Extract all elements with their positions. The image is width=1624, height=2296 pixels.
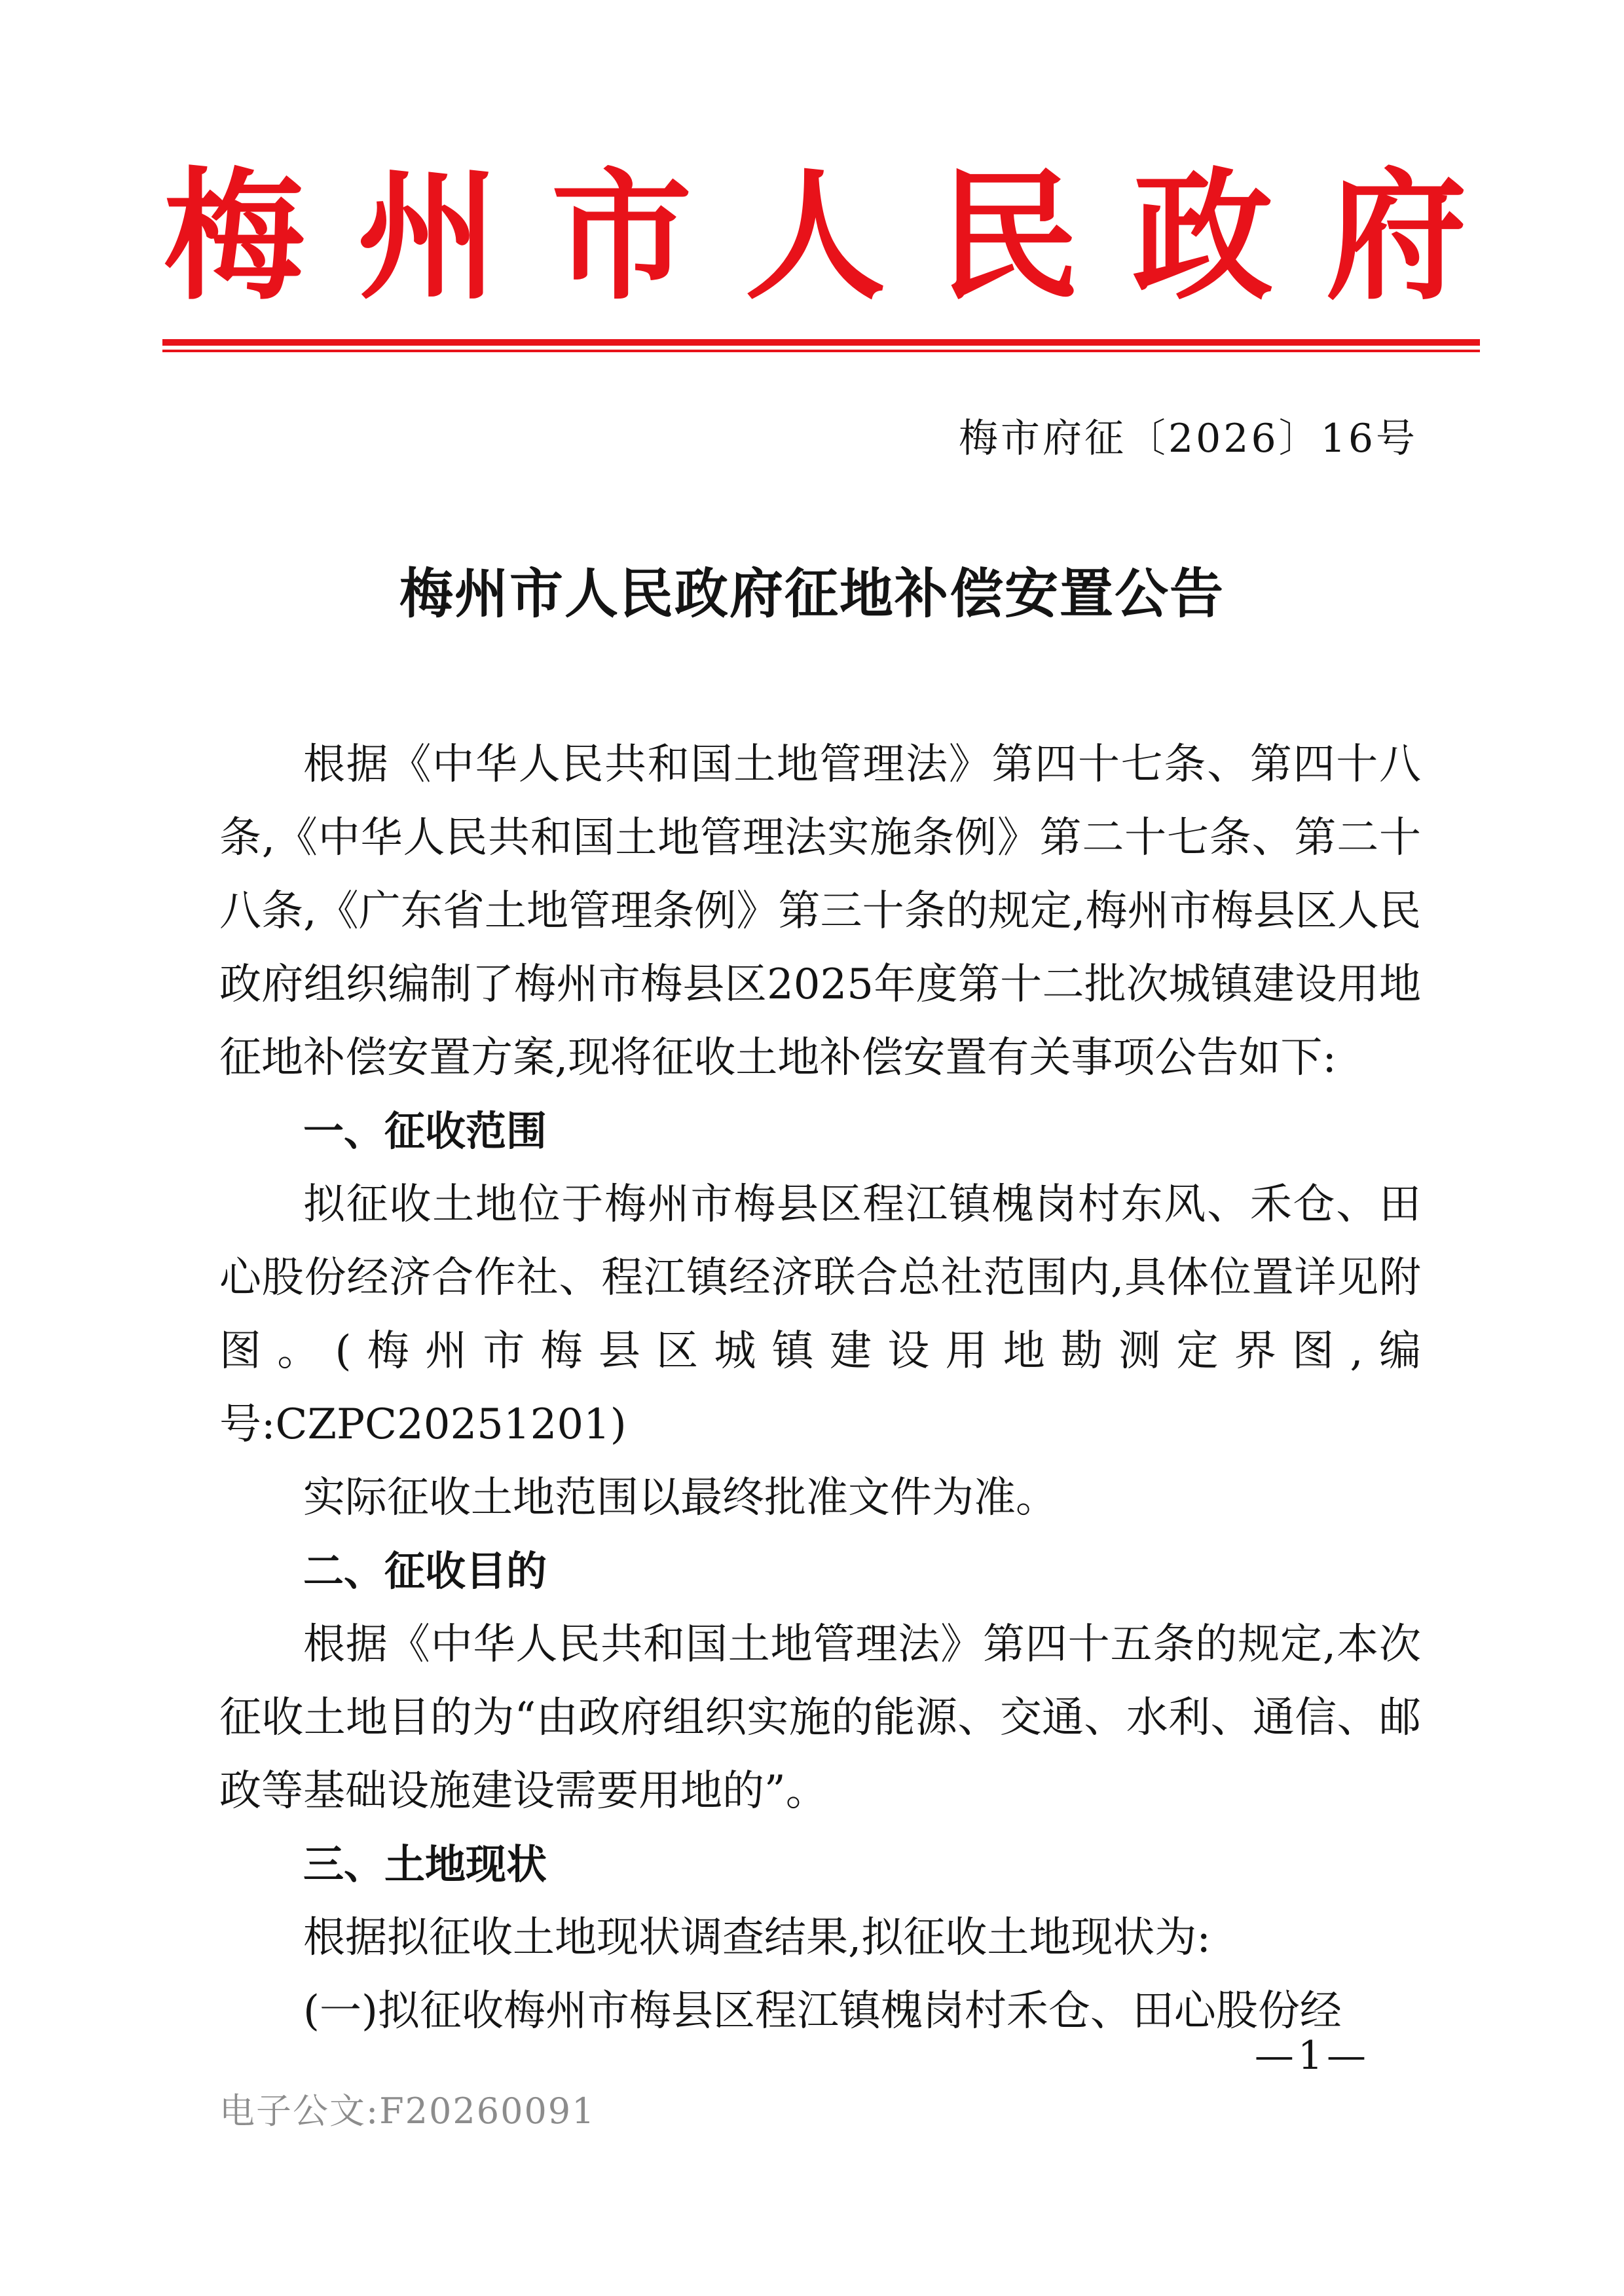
document-title: 梅州市人民政府征地补偿安置公告	[399, 562, 1225, 625]
masthead-char: 梅	[164, 153, 304, 319]
section-paragraph: 根据《中华人民共和国土地管理法》第四十五条的规定,本次征收土地目的为“由政府组织实施的能源、交通、水利、通信、邮政等基础设施建设需要用地的”。	[219, 1620, 1421, 1815]
masthead-char: 人	[745, 153, 886, 319]
masthead-divider-thin	[162, 350, 1480, 352]
section-paragraph: (一)拟征收梅州市梅县区程江镇槐岗村禾仓、田心股份经	[303, 1987, 1342, 2035]
masthead	[164, 153, 1467, 319]
section-heading: 三、土地现状	[303, 1840, 547, 1888]
section-heading: 一、征收范围	[303, 1107, 547, 1155]
masthead-char: 政	[1132, 153, 1274, 319]
document-body	[219, 728, 1421, 2048]
page-number: —1—	[1254, 2033, 1370, 2079]
section-heading: 二、征收目的	[303, 1547, 547, 1595]
electronic-document-number: 电子公文:F20260091	[219, 2090, 596, 2132]
masthead-char: 民	[938, 153, 1080, 319]
section-paragraph: 根据拟征收土地现状调查结果,拟征收土地现状为:	[303, 1914, 1211, 1962]
masthead-divider-thick	[162, 339, 1480, 346]
masthead-char: 府	[1325, 153, 1467, 319]
masthead-char: 州	[357, 153, 498, 319]
section-paragraph: 拟征收土地位于梅州市梅县区程江镇槐岗村东风、禾仓、田心股份经济合作社、程江镇经济联合总社范围内,具体位置详见附图。(梅州市梅县区城镇建设用地勘测定界图,编号:CZPC20251201)	[219, 1180, 1421, 1449]
intro-paragraph: 根据《中华人民共和国土地管理法》第四十七条、第四十八条,《中华人民共和国土地管理法实施条例》第二十七条、第二十八条,《广东省土地管理条例》第三十条的规定,梅州市梅县区人民政府组织编制了梅州市梅县区2025年度第十二批次城镇建设用地征地补偿安置方案,现将征收土地补偿安置有关事项公告如下:	[219, 740, 1421, 1082]
document-number: 梅市府征〔2026〕16号	[958, 416, 1418, 462]
section-paragraph: 实际征收土地范围以最终批准文件为准。	[303, 1474, 1058, 1522]
masthead-char: 市	[551, 153, 692, 319]
